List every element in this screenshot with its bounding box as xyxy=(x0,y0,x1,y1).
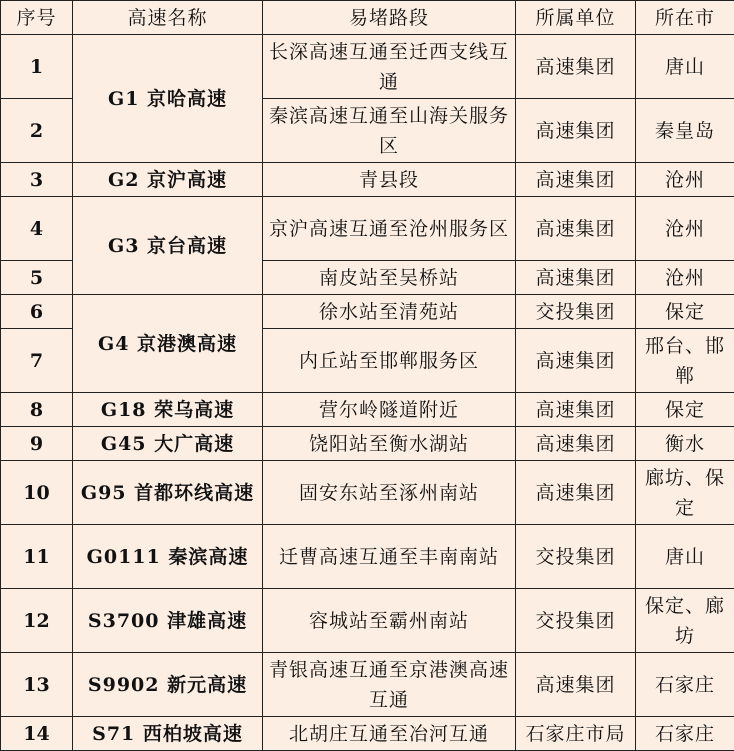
section-cell: 徐水站至清苑站 xyxy=(263,295,516,329)
city-cell: 邢台、邯郸 xyxy=(636,329,734,393)
unit-cell: 高速集团 xyxy=(516,653,636,717)
section-cell: 饶阳站至衡水湖站 xyxy=(263,427,516,461)
highway-name-cell: S9902 新元高速 xyxy=(73,653,263,717)
highway-name-cell: S3700 津雄高速 xyxy=(73,589,263,653)
unit-cell: 高速集团 xyxy=(516,427,636,461)
row-number: 9 xyxy=(1,427,73,461)
city-cell: 保定、廊坊 xyxy=(636,589,734,653)
section-cell: 长深高速互通至迁西支线互通 xyxy=(263,35,516,99)
unit-cell: 高速集团 xyxy=(516,461,636,525)
unit-cell: 高速集团 xyxy=(516,329,636,393)
row-number: 7 xyxy=(1,329,73,393)
section-cell: 容城站至霸州南站 xyxy=(263,589,516,653)
highway-name-cell: G3 京台高速 xyxy=(73,197,263,295)
row-number: 10 xyxy=(1,461,73,525)
highway-name-cell: G45 大广高速 xyxy=(73,427,263,461)
unit-cell: 交投集团 xyxy=(516,295,636,329)
row-number: 12 xyxy=(1,589,73,653)
row-number: 5 xyxy=(1,261,73,295)
row-number: 13 xyxy=(1,653,73,717)
table-row xyxy=(1,295,734,329)
header-row xyxy=(1,1,734,35)
table-row xyxy=(1,589,734,653)
row-number: 4 xyxy=(1,197,73,261)
table-row xyxy=(1,717,734,751)
row-number: 11 xyxy=(1,525,73,589)
header-unit: 所属单位 xyxy=(516,1,636,35)
section-cell: 内丘站至邯郸服务区 xyxy=(263,329,516,393)
section-cell: 秦滨高速互通至山海关服务区 xyxy=(263,99,516,163)
highway-name-cell: S71 西柏坡高速 xyxy=(73,717,263,751)
section-cell: 营尔岭隧道附近 xyxy=(263,393,516,427)
unit-cell: 交投集团 xyxy=(516,525,636,589)
city-cell: 衡水 xyxy=(636,427,734,461)
city-cell: 沧州 xyxy=(636,261,734,295)
row-number: 8 xyxy=(1,393,73,427)
row-number: 1 xyxy=(1,35,73,99)
table-row xyxy=(1,393,734,427)
city-cell: 沧州 xyxy=(636,197,734,261)
unit-cell: 高速集团 xyxy=(516,261,636,295)
highway-name-cell: G95 首都环线高速 xyxy=(73,461,263,525)
unit-cell: 高速集团 xyxy=(516,393,636,427)
highway-name-cell: G2 京沪高速 xyxy=(73,163,263,197)
row-number: 14 xyxy=(1,717,73,751)
highway-name-cell: G1 京哈高速 xyxy=(73,35,263,163)
row-number: 2 xyxy=(1,99,73,163)
header-serial-number: 序号 xyxy=(1,1,73,35)
section-cell: 南皮站至吴桥站 xyxy=(263,261,516,295)
unit-cell: 高速集团 xyxy=(516,197,636,261)
unit-cell: 石家庄市局 xyxy=(516,717,636,751)
highway-name-cell: G0111 秦滨高速 xyxy=(73,525,263,589)
table-row xyxy=(1,197,734,261)
city-cell: 石家庄 xyxy=(636,653,734,717)
city-cell: 秦皇岛 xyxy=(636,99,734,163)
table-row xyxy=(1,427,734,461)
highway-name-cell: G18 荣乌高速 xyxy=(73,393,263,427)
city-cell: 唐山 xyxy=(636,525,734,589)
section-cell: 青银高速互通至京港澳高速互通 xyxy=(263,653,516,717)
section-cell: 青县段 xyxy=(263,163,516,197)
city-cell: 保定 xyxy=(636,295,734,329)
row-number: 6 xyxy=(1,295,73,329)
row-number: 3 xyxy=(1,163,73,197)
city-cell: 廊坊、保定 xyxy=(636,461,734,525)
unit-cell: 高速集团 xyxy=(516,163,636,197)
unit-cell: 高速集团 xyxy=(516,35,636,99)
table-row xyxy=(1,461,734,525)
header-congested-section: 易堵路段 xyxy=(263,1,516,35)
section-cell: 北胡庄互通至冶河互通 xyxy=(263,717,516,751)
unit-cell: 高速集团 xyxy=(516,99,636,163)
table-row xyxy=(1,525,734,589)
table-row xyxy=(1,35,734,99)
city-cell: 沧州 xyxy=(636,163,734,197)
section-cell: 迁曹高速互通至丰南南站 xyxy=(263,525,516,589)
city-cell: 唐山 xyxy=(636,35,734,99)
city-cell: 保定 xyxy=(636,393,734,427)
highway-name-cell: G4 京港澳高速 xyxy=(73,295,263,393)
table-row xyxy=(1,653,734,717)
section-cell: 京沪高速互通至沧州服务区 xyxy=(263,197,516,261)
table-row xyxy=(1,163,734,197)
unit-cell: 交投集团 xyxy=(516,589,636,653)
city-cell: 石家庄 xyxy=(636,717,734,751)
header-city: 所在市 xyxy=(636,1,734,35)
header-highway-name: 高速名称 xyxy=(73,1,263,35)
section-cell: 固安东站至涿州南站 xyxy=(263,461,516,525)
